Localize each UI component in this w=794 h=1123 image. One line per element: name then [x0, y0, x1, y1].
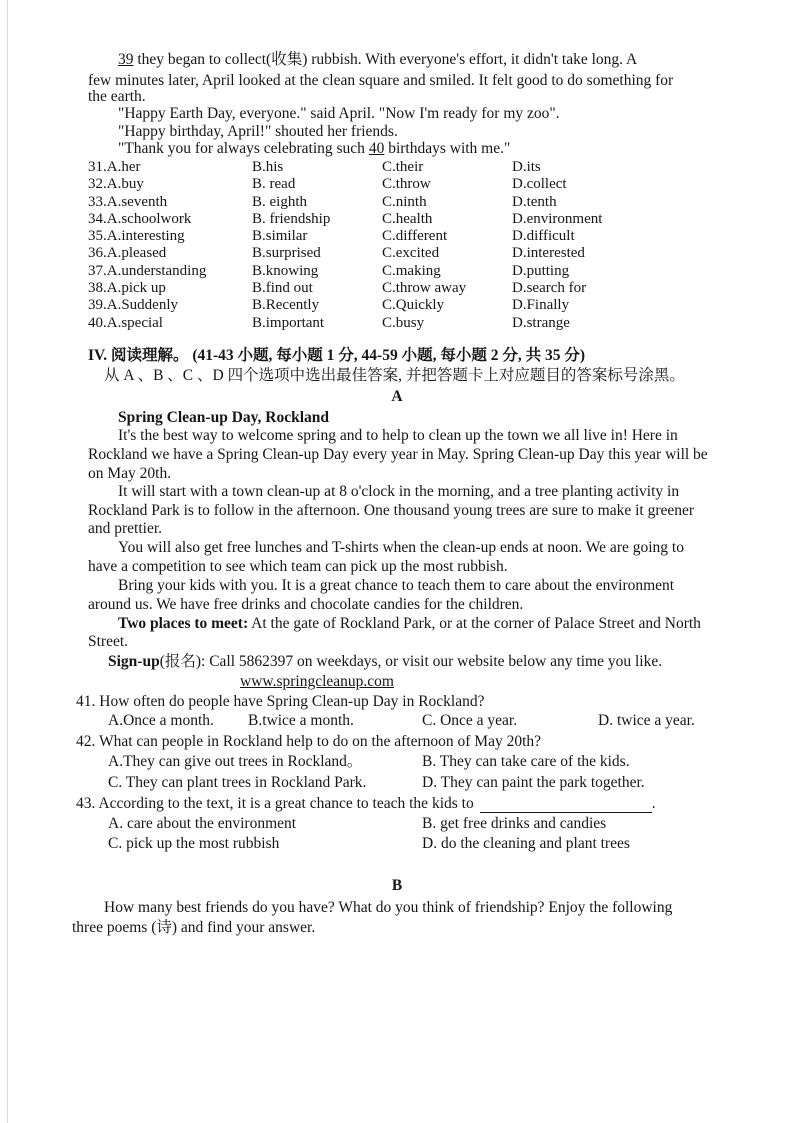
meeting-places-line2: Street. — [88, 633, 129, 650]
q41-option-c[interactable]: C. Once a year. — [422, 712, 518, 729]
passage-line-3: the earth. — [88, 88, 146, 105]
article-a-p4-line2: around us. We have free drinks and chocolate candies for the children. — [88, 596, 524, 613]
section-heading: IV. 阅读理解。 (41-43 小题, 每小题 1 分, 44-59 小题, 每小题 2 分, 共 35 分) — [88, 347, 586, 364]
article-a-p1-line2: Rockland we have a Spring Clean-up Day every year in May. Spring Clean-up Day this year will be — [88, 446, 708, 463]
answer-blank — [480, 798, 652, 813]
section-instruction: 从 A 、B 、C 、D 四个选项中选出最佳答案, 并把答题卡上对应题目的答案标号涂黑。 — [104, 367, 685, 384]
article-a-p2-line2: Rockland Park is to follow in the afternoon. One thousand young trees are sure to make it greener — [88, 502, 695, 519]
q43-option-b[interactable]: B. get free drinks and candies — [422, 815, 607, 832]
article-b-line1: How many best friends do you have? What do you think of friendship? Enjoy the following — [104, 899, 673, 916]
article-a-p4-line1: Bring your kids with you. It is a great chance to teach them to care about the environment — [118, 577, 675, 594]
part-a-label: A — [391, 388, 403, 405]
question-43-stem: 43. According to the text, it is a great chance to teach the kids to . — [76, 795, 656, 812]
q41-option-b[interactable]: B.twice a month. — [248, 712, 354, 729]
article-a-title: Spring Clean-up Day, Rockland — [118, 409, 330, 426]
q41-option-d[interactable]: D. twice a year. — [598, 712, 695, 729]
q43-option-a[interactable]: A. care about the environment — [108, 815, 297, 832]
article-a-p1-line3: on May 20th. — [88, 465, 172, 482]
exam-page: 39 they began to collect(收集) rubbish. With everyone's effort, it didn't take long. A few minutes later, April looked at the clean square and smiled. It felt good to do something for the earth. "Happy Earth Day, everyone." said April. "Now I'm ready for my zoo". "Happy birthday, April!" shouted her friends. "Thank you for always celebrating such 40 birthdays with me." 31.A.her B.his C.their D.its 32.A.buy B. read C.throw D.collect 33.A.seventh B. eighth C.ninth D.tenth 34.A.schoolwork B. friendship C.health D.environment 35.A.interesting B.similar C.different D.difficult 36.A.pleased B.surprised C.excited D.interested 37.A.understanding B.knowing C.making D.putting 38.A.pick up B.find out C.throw away D.search for 39.A.Suddenly B.Recently C.Quickly D.Finally 40.A.special B.important C.busy D.strange IV. 阅读理解。 (41-43 小题, 每小题 1 分, 44-59 小题, 每小题 2 分, 共 35 分) 从 A 、B 、C 、D 四个选项中选出最佳答案, 并把答题卡上对应题目的答案标号涂黑。 A Spring Clean-up Day, Rockland It's the best way to welcome spring and to help to clean up the town we all live in! Here in Rockland we have a Spring Clean-up Day every year in May. Spring Clean-up Day this year will be on May 20th. It will start with a town clean-up at 8 o'clock in the morning, and a tree planting activity in Rockland Park is to follow in the afternoon. One thousand young trees are sure to make it greener and prettier. You will also get free lunches and T-shirts when the clean-up ends at noon. We are going to have a competition to see which team can pick up the most rubbish. Bring your kids with you. It is a great chance to teach them to care about the environment around us. We have free drinks and chocolate candies for the children. Two places to meet: At the gate of Rockland Park, or at the corner of Palace Street and North Street. Sign-up(报名): Call 5862397 on weekdays, or visit our website below any time you like. www.springcleanup.com 41. How often do people have Spring Clean-up Day in Rockland? A.Once a month. B.twice a month. C. Once a year. D. twice a year. 42. What can people in Rockland help to do on the afternoon of May 20th? A.They can give out trees in Rockland。 B. They can take care of the kids. C. They can plant trees in Rockland Park. D. They can paint the park together. 43. According to the text, it is a great chance to teach the kids to . A. care about the environment B. get free drinks and candies C. pick up the most rubbish D. do the cleaning and plant trees B How many best friends do you have? What do you think of friendship? Enjoy the following three poems (诗) and find your answer. — [0, 0, 794, 1123]
website-link[interactable]: www.springcleanup.com — [240, 673, 394, 690]
blank-40: 40 — [368, 140, 385, 157]
meeting-places: Two places to meet: At the gate of Rockland Park, or at the corner of Palace Street and North — [118, 615, 701, 632]
passage-line-2: few minutes later, April looked at the clean square and smiled. It felt good to do something for — [88, 72, 674, 89]
sign-up-info: Sign-up(报名): Call 5862397 on weekdays, or visit our website below any time you like. — [108, 653, 663, 670]
q43-option-d[interactable]: D. do the cleaning and plant trees — [422, 835, 630, 852]
question-42-stem: 42. What can people in Rockland help to do on the afternoon of May 20th? — [76, 733, 542, 750]
q42-option-d[interactable]: D. They can paint the park together. — [422, 774, 645, 791]
passage-line-5: "Happy birthday, April!" shouted her friends. — [118, 123, 398, 140]
q41-option-a[interactable]: A.Once a month. — [108, 712, 214, 729]
article-a-p1-line1: It's the best way to welcome spring and to help to clean up the town we all live in! Here in — [118, 427, 678, 444]
scan-edge-line — [7, 0, 8, 1123]
article-a-p3-line2: have a competition to see which team can pick up the most rubbish. — [88, 558, 508, 575]
passage-line-6: "Thank you for always celebrating such 40 birthdays with me." — [118, 140, 511, 157]
question-41-stem: 41. How often do people have Spring Clean-up Day in Rockland? — [76, 693, 485, 710]
q43-option-c[interactable]: C. pick up the most rubbish — [108, 835, 280, 852]
article-a-p2-line1: It will start with a town clean-up at 8 o'clock in the morning, and a tree planting activity in — [118, 483, 680, 500]
q42-option-a[interactable]: A.They can give out trees in Rockland。 — [108, 753, 363, 770]
q42-option-b[interactable]: B. They can take care of the kids. — [422, 753, 630, 770]
article-b-line2: three poems (诗) and find your answer. — [72, 919, 316, 936]
part-b-label: B — [391, 877, 403, 894]
passage-line-1: 39 they began to collect(收集) rubbish. With everyone's effort, it didn't take long. A — [118, 51, 638, 68]
passage-line-4: "Happy Earth Day, everyone." said April. "Now I'm ready for my zoo". — [118, 105, 560, 122]
q42-option-c[interactable]: C. They can plant trees in Rockland Park. — [108, 774, 367, 791]
article-a-p2-line3: and prettier. — [88, 520, 163, 537]
article-a-p3-line1: You will also get free lunches and T-shirts when the clean-up ends at noon. We are going to — [118, 539, 684, 556]
blank-39: 39 — [118, 51, 134, 68]
